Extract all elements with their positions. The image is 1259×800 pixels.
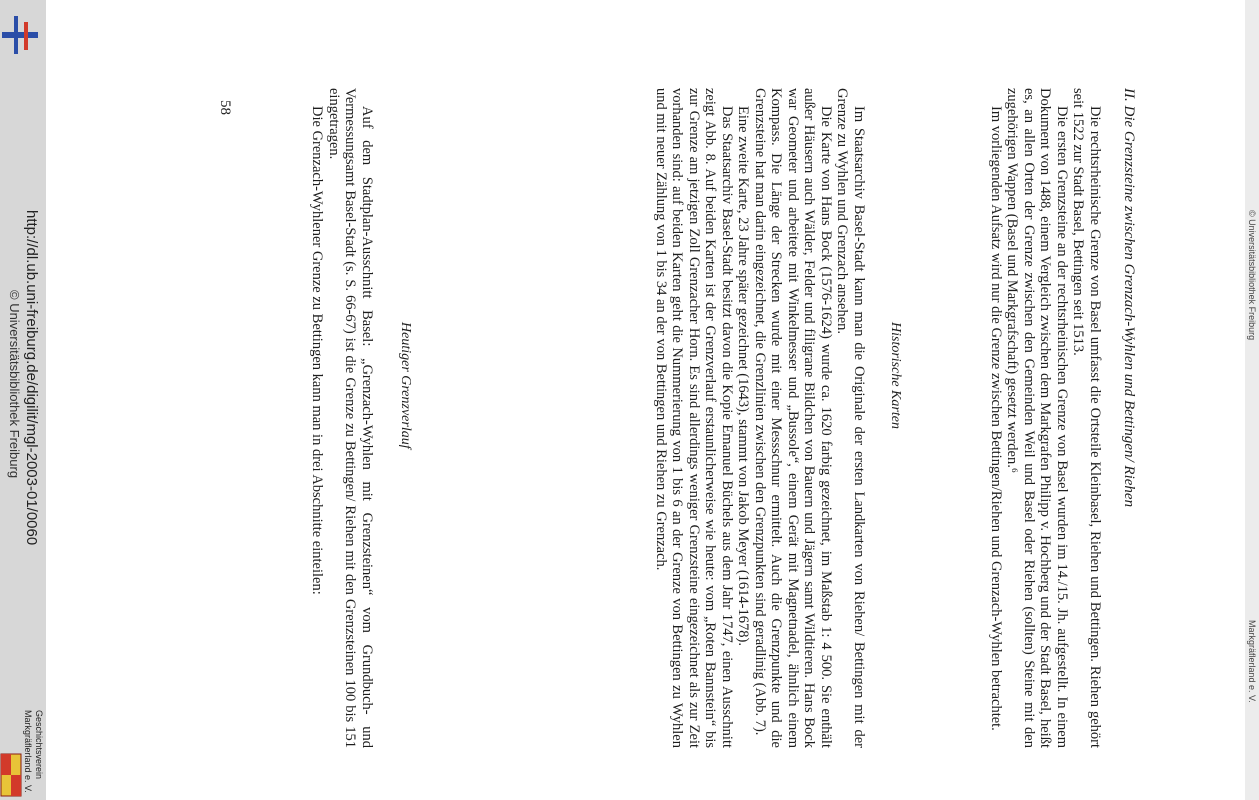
section-paragraph: Das Staatsarchiv Basel-Stadt besitzt davon die Kopie Emanuel Büchels aus dem Jahr 1747, einen Ausschnitt zeigt Abb. 8. Auf beiden Karten ist der Grenzverlauf erstaunlicherweise wie heute: vom „Roten Bannstein“ bis zur Grenze am jetzigen Zoll Grenzacher Horn. Es sind allerdings weniger Grenzsteine eingezeichnet als zur Zeit vorhanden sind: auf beiden Karten geht die Nummerierung von 1 bis 6 an der Grenze von Bettingen zu Wyhlen und mit neuer Zählung von 1 bis 34 an der von Bettingen und Riehen zu Grenzach. xyxy=(653,88,735,748)
section-paragraph: Die Grenzach-Wyhlener Grenze zu Bettingen kann man in drei Abschnitte einteilen: xyxy=(309,106,326,595)
section-heading-historische-karten: Historische Karten xyxy=(888,322,903,429)
intro-paragraph: Die rechtsrheinische Grenze von Basel umfasst die Ortsteile Kleinbasel, Riehen und Bettingen. Riehen gehört seit 1522 zur Stadt Basel, Bettingen seit 1513. xyxy=(1070,88,1103,748)
viewer-right-margin xyxy=(1245,0,1259,800)
viewer-logo-icon[interactable] xyxy=(2,12,42,56)
section-paragraph: Im Staatsarchiv Basel-Stadt kann man die Originale der ersten Landkarten von Riehen/ Bettingen mit der Grenze zu Wyhlen und Grenzach ansehen. xyxy=(834,88,867,748)
intro-text xyxy=(988,88,1104,748)
side-label-url: http://dl.ub.uni-freiburg.de/digilit/mgl-2003-01/0060 xyxy=(23,210,40,546)
page-number: 58 xyxy=(217,100,233,115)
viewer-left-margin xyxy=(0,0,46,800)
document-page xyxy=(46,0,1245,800)
corner-label-line2: Markgräflerland e. V. xyxy=(23,710,33,793)
right-label-verein: Markgräflerland e. V. xyxy=(1247,620,1257,703)
corner-crest xyxy=(0,700,46,800)
section-paragraph: Eine zweite Karte, 23 Jahre später gezeichnet (1643), stammt von Jakob Meyer (1614-1678). xyxy=(735,106,752,646)
section-heutiger-grenzverlauf xyxy=(309,88,375,748)
right-label-copyright: © Universitätsbibliothek Freiburg xyxy=(1247,210,1257,341)
intro-paragraph: Die ersten Grenzsteine an der rechtsrheinischen Grenze von Basel wurden im 14./15. Jh. aufgestellt. In einem Dokument von 1488, einem Vergleich zwischen dem Markgrafen Philipp v. Hochberg und der Stadt Basel, heißt es, an allen Orten der Grenze zwischen den Gemeinden Weil und Basel oder Riehen (sollten) Steine mit den zugehörigen Wappen (Basel und Markgrafschaft) gesetzt werden.⁶ xyxy=(1004,88,1070,748)
section-paragraph: Die Karte von Hans Bock (1576-1624) wurde ca. 1620 farbig gezeichnet, im Maßstab 1: 4 500. Sie enthält außer Häusern auch Wälder, Felder und filigrane Bildchen von Bauern und Jägern samt Wildtieren. Hans Bock war Geometer und arbeitete mit Winkelmesser und „Bussole“, einem Gerät mit Magnetnadel, ähnlich einem Kompass. Die Länge der Strecken wurde mit einer Messschnur ermittelt. Auch die Grenzpunkte und die Grenzsteine hat man darin eingezeichnet, die Grenzlinien zwischen den Grenzpunkten sind geradlinig (Abb. 7). xyxy=(752,88,834,748)
section-heading-heutiger-grenzverlauf: Heutiger Grenzverlauf xyxy=(398,322,413,449)
section-historische-karten xyxy=(653,88,868,748)
rotated-page-content xyxy=(46,0,1245,800)
side-label-copyright: © Universitätsbibliothek Freiburg xyxy=(7,290,22,479)
running-head: II. Die Grenzsteine zwischen Grenzach-Wyhlen und Bettingen/ Riehen xyxy=(1121,88,1137,508)
corner-label-line1: Geschichtsverein xyxy=(34,710,44,780)
intro-paragraph: Im vorliegenden Aufsatz wird nur die Grenze zwischen Bettingen/Riehen und Grenzach-Wyhlen betrachtet. xyxy=(988,106,1004,731)
section-paragraph: Auf dem Stadtplan-Ausschnitt Basel: „Grenzach-Wyhlen mit Grenzsteinen“ vom Grundbuch- und Vermessungsamt Basel-Stadt (s. S. 66-67) ist die Grenze zu Bettingen/ Riehen mit den Grenzsteinen 100 bis 151 eingetragen. xyxy=(326,88,375,748)
crest-icon xyxy=(0,752,22,798)
